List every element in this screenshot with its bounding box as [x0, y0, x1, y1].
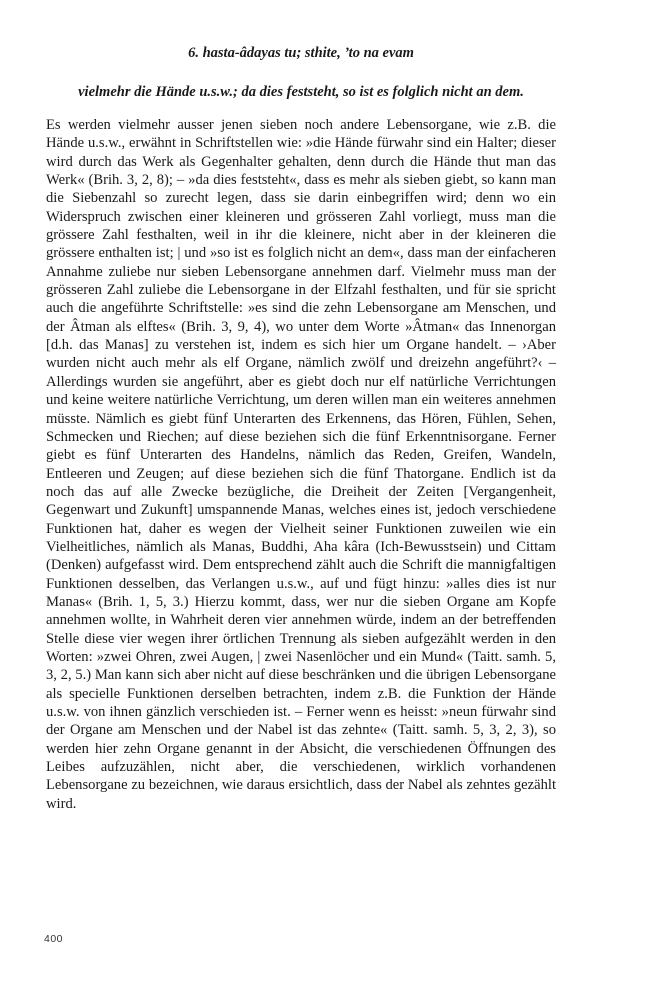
- sutra-title: 6. hasta-âdayas tu; sthite, ’to na evam: [188, 45, 414, 61]
- page-number: 400: [44, 933, 64, 945]
- body-paragraph: Es werden vielmehr ausser jenen sieben noch andere Lebensorgane, wie z.B. die Hände u.s.w., erwähnt in Schriftstellen wie: »die Hände fürwahr sind ein Halter; dieser wird durch das Werk als Gegenhalter gehalten, denn durch die Hände thut man das Werk« (Brih. 3, 2, 8); – »da dies feststeht«, dass es mehr als sieben giebt, so kann man die Siebenzahl so zurecht legen, dass sie darin einbegriffen wird; denn wo ein Widerspruch zwischen einer kleineren und grösseren Zahl vorliegt, muss man die grössere Zahl festhalten, weil in ihr die kleinere, nicht aber in der kleineren die grössere enthalten ist; | und »so ist es folglich nicht an dem«, dass man der einfacheren Annahme zuliebe nur sieben Lebensorgane annehmen darf. Vielmehr muss man der grösseren Zahl zuliebe die Lebensorgane in der Elfzahl festhalten, und für sie spricht auch die angeführte Schriftstelle: »es sind die zehn Lebensorgane am Menschen, und der Âtman als elftes« (Brih. 3, 9, 4), wo unter dem Worte »Âtman« das Innenorgan [d.h. das Manas] zu verstehen ist, indem es sich hier um Organe handelt. – ›Aber wurden nicht auch mehr als elf Organe, nämlich zwölf und dreizehn angeführt?‹ – Allerdings wurden sie angeführt, aber es giebt doch nur elf natürliche Verrichtungen und keine weitere natürliche Verrichtung, um deren willen man ein weiteres annehmen müsste. Nämlich es giebt fünf Unterarten des Erkennens, das Hören, Fühlen, Sehen, Schmecken und Riechen; auf diese beziehen sich die fünf Erkenntnisorgane. Ferner giebt es fünf Unterarten des Handelns, nämlich das Reden, Greifen, Wandeln, Entleeren und Zeugen; auf diese beziehen sich die fünf Thatorgane. Endlich ist da noch das auf alle Zwecke bezügliche, die Dreiheit der Zeiten [Vergangenheit, Gegenwart und Zukunft] umspannende Manas, welches eines ist, jedoch verschiedene Funktionen hat, daher es wegen der Vielheit seiner Funktionen zuweilen wie ein Vielheitliches, nämlich als Manas, Buddhi, Aha kâra (Ich-Bewusstsein) und Cittam (Denken) aufgefasst wird. Dem entsprechend zählt auch die Schrift die mannigfaltigen Funktionen desselben, das Verlangen u.s.w., auf und fügt hinzu: »alles dies ist nur Manas« (Brih. 1, 5, 3.) Hierzu kommt, dass, wer nur die sieben Organe am Kopfe annehmen wollte, in Wahrheit deren vier annehmen würde, indem an der betreffenden Stelle diese vier wegen ihrer örtlichen Trennung als sieben aufgezählt werden in den Worten: »zwei Ohren, zwei Augen, | zwei Nasenlöcher und ein Mund« (Taitt. samh. 5, 3, 2, 5.) Man kann sich aber nicht auf diese beschränken und die übrigen Lebensorgane als specielle Funktionen derselben betrachten, indem z.B. die Funktion der Hände u.s.w. von ihnen gänzlich verschieden ist. – Ferner wenn es heisst: »neun fürwahr sind der Organe am Menschen und der Nabel ist das zehnte« (Taitt. samh. 5, 3, 2, 3), so werden hier zehn Organe genannt in der Absicht, die verschiedenen Öffnungen des Leibes aufzuzählen, nicht aber, die verschiedenen, wirklich vorhandenen Lebensorgane zu bezeichnen, wie daraus ersichtlich, dass der Nabel als zehntes gezählt wird.: [46, 117, 556, 812]
- sutra-translation: vielmehr die Hände u.s.w.; da dies feststeht, so ist es folglich nicht an dem.: [78, 84, 524, 100]
- page-content: [46, 44, 556, 813]
